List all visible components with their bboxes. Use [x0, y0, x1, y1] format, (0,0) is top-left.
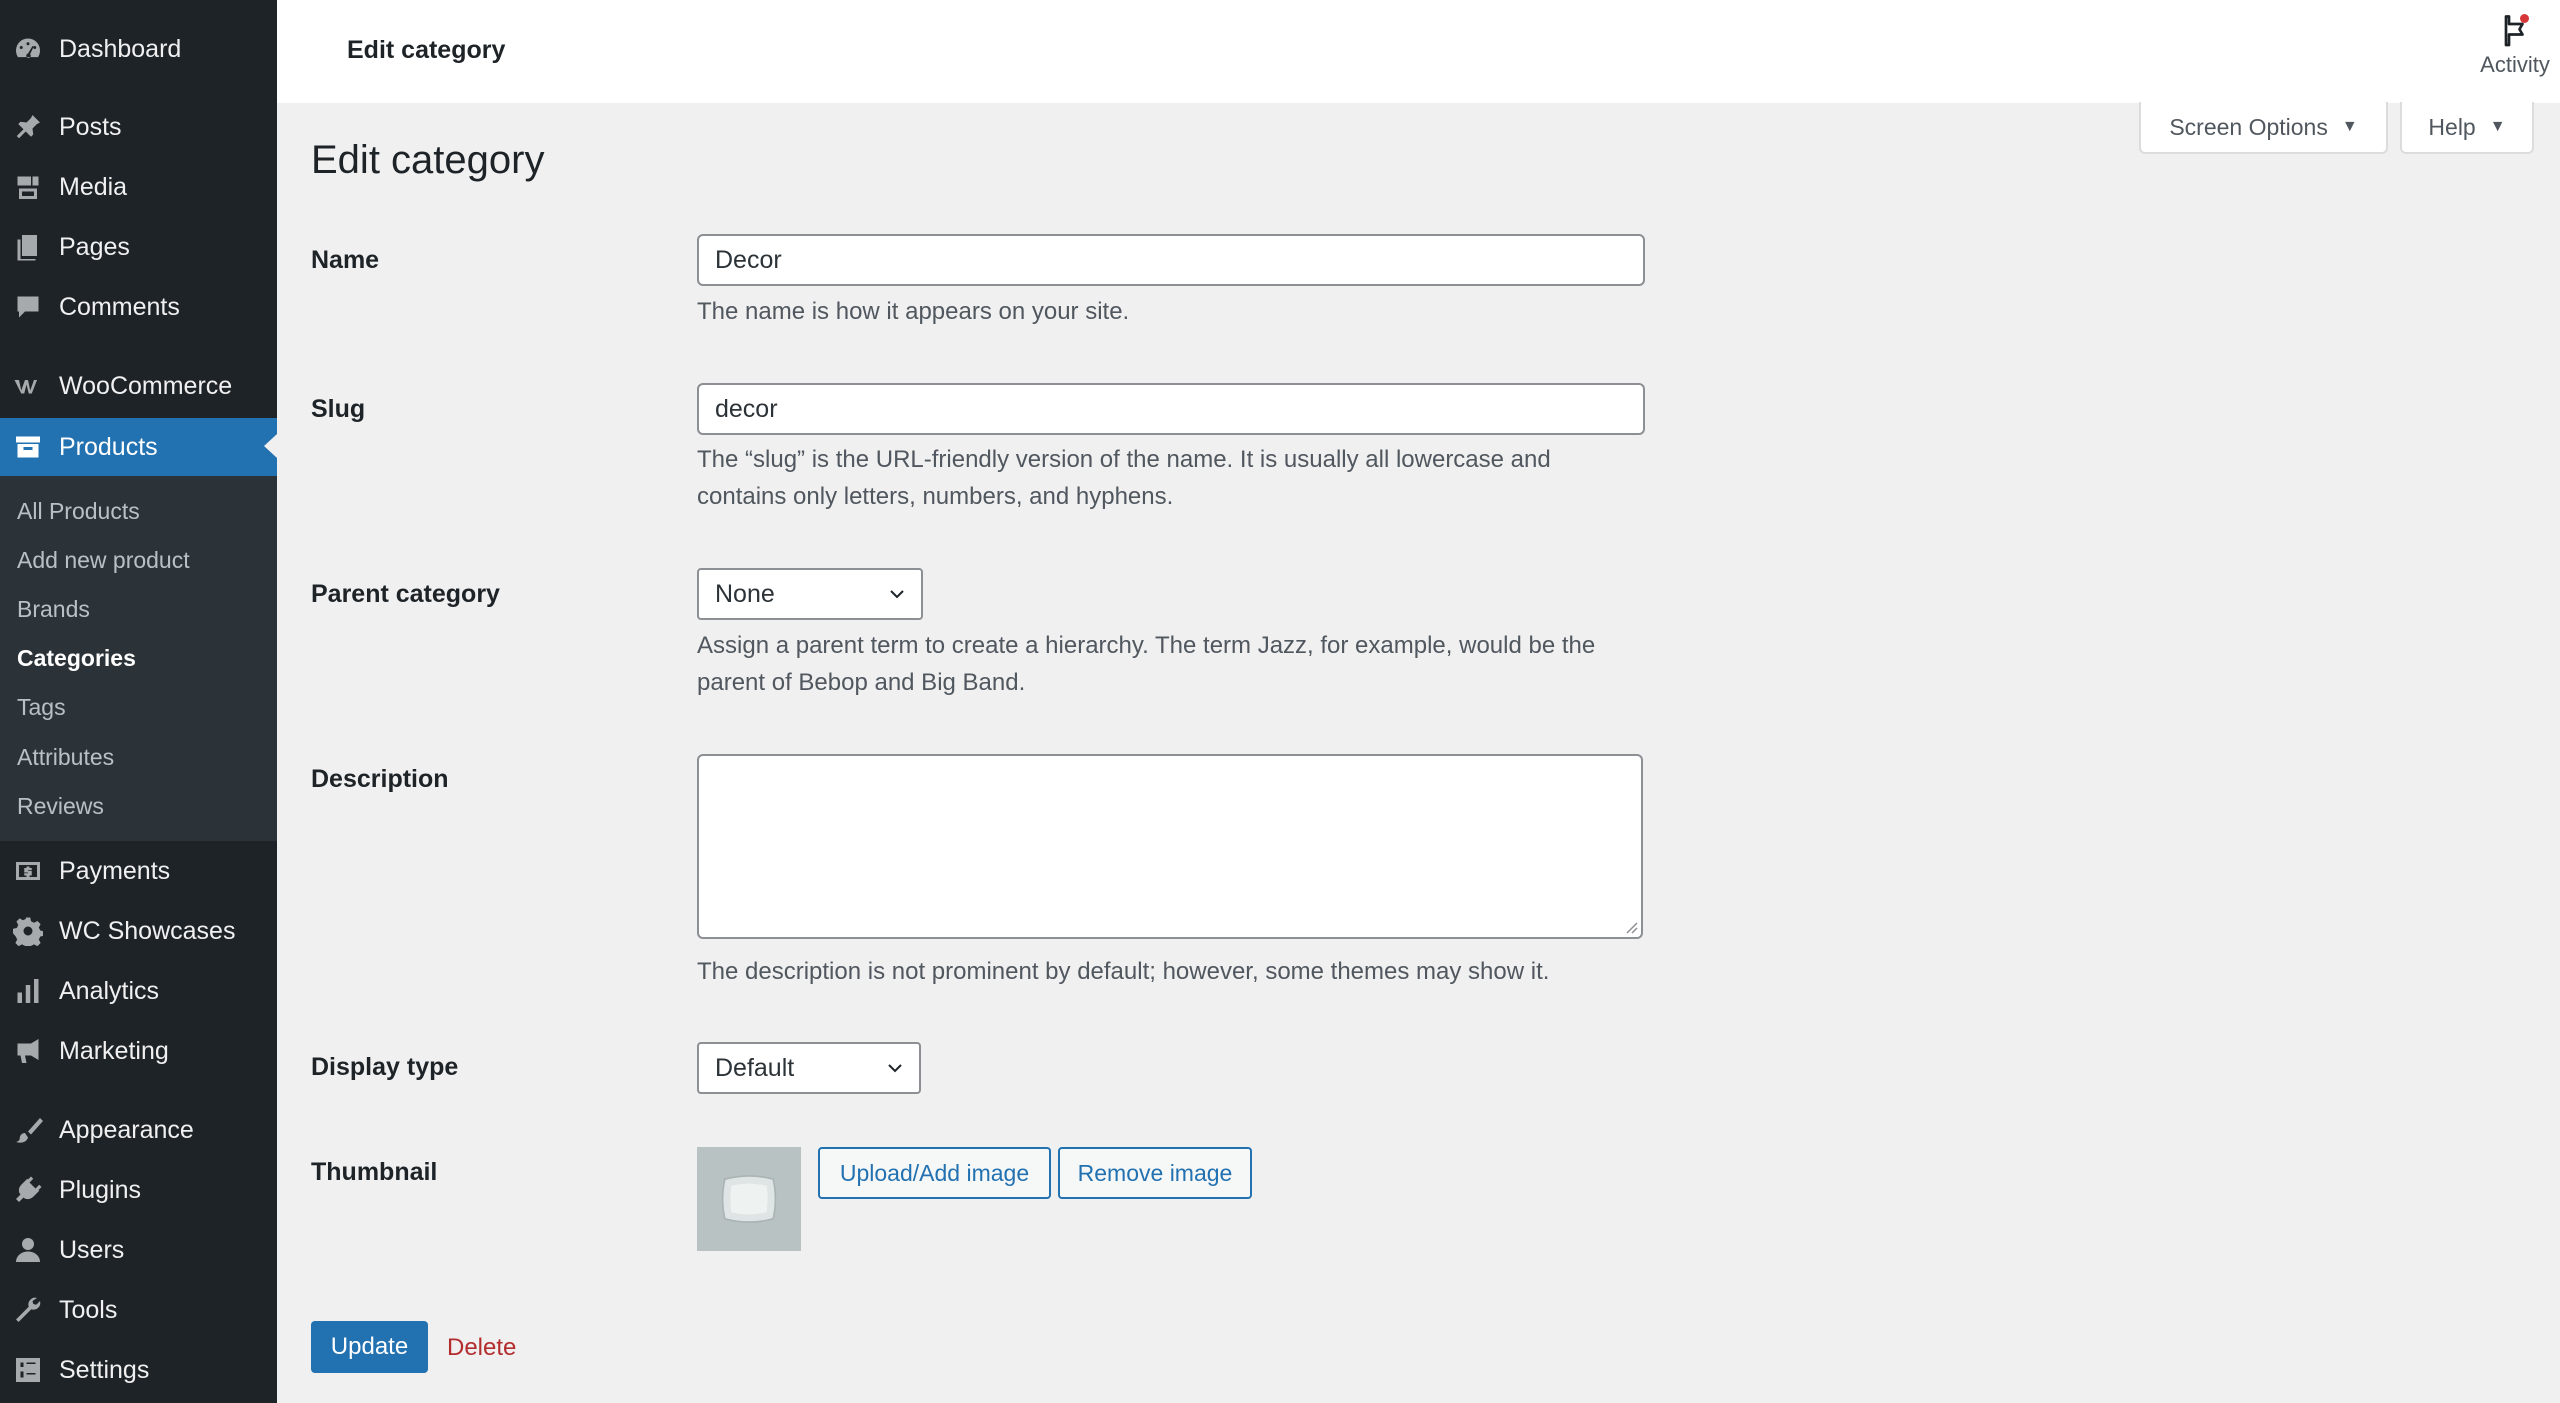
sidebar-item-analytics[interactable] [0, 963, 277, 1019]
plug-icon [12, 1174, 44, 1206]
sidebar-item-woocommerce[interactable] [0, 358, 277, 414]
sidebar-item-label: Media [59, 172, 128, 201]
parent-category-select[interactable] [697, 568, 923, 620]
sidebar-item-settings[interactable] [0, 1342, 277, 1398]
user-icon [12, 1234, 44, 1266]
name-description: The name is how it appears on your site. [697, 298, 1130, 325]
submenu-item-brands[interactable]: Brands [17, 596, 90, 622]
sidebar-item-label: Dashboard [59, 34, 182, 63]
display-type-label: Display type [311, 1053, 459, 1081]
sidebar-item-plugins[interactable] [0, 1162, 277, 1218]
parent-category-description: Assign a parent term to create a hierarchy. The term Jazz, for example, would be the parent of Bebop and Big Band. [697, 632, 1596, 696]
sidebar-item-label: Pages [59, 232, 130, 261]
submenu-item-tags[interactable]: Tags [17, 694, 66, 720]
help-button[interactable] [2400, 102, 2534, 154]
settings-icon [12, 1354, 44, 1386]
admin-sidebar [0, 0, 277, 1403]
slug-input[interactable] [697, 383, 1645, 435]
sidebar-item-appearance[interactable] [0, 1102, 277, 1158]
megaphone-icon [12, 1035, 44, 1067]
page-title: Edit category [311, 138, 545, 182]
slug-label: Slug [311, 395, 366, 423]
gear-icon [12, 915, 44, 947]
products-submenu [0, 476, 277, 841]
archive-icon [12, 431, 44, 463]
description-label: Description [311, 765, 449, 793]
wrench-icon [12, 1294, 44, 1326]
flag-icon [2497, 12, 2533, 48]
thumbnail-label: Thumbnail [311, 1158, 438, 1186]
display-type-value: Default [715, 1053, 795, 1082]
resize-grip-icon[interactable] [1624, 920, 1638, 934]
sidebar-item-comments[interactable] [0, 279, 277, 335]
sidebar-item-wc-showcases[interactable] [0, 903, 277, 959]
notification-dot [2520, 14, 2529, 23]
top-header-bar [277, 0, 2560, 103]
pin-icon [12, 111, 44, 143]
dashboard-icon [12, 33, 44, 65]
sidebar-item-label: Plugins [59, 1175, 141, 1204]
comment-icon [12, 291, 44, 323]
sidebar-item-label: Posts [59, 112, 122, 141]
submenu-item-attributes[interactable]: Attributes [17, 744, 115, 770]
sidebar-item-label: Analytics [59, 976, 160, 1005]
help-label: Help [2428, 113, 2476, 140]
caret-down-icon: ▼ [2341, 118, 2358, 135]
slug-description: The “slug” is the URL-friendly version of the name. It is usually all lowercase and contains only letters, numbers, and hyphens. [697, 446, 1551, 510]
description-textarea[interactable] [697, 754, 1643, 939]
submenu-item-reviews[interactable]: Reviews [17, 793, 104, 819]
upload-add-image-button[interactable]: Upload/Add image [818, 1147, 1051, 1199]
paintbrush-icon [12, 1114, 44, 1146]
payments-icon [12, 855, 44, 887]
sidebar-item-label: WooCommerce [59, 371, 233, 400]
sidebar-item-media[interactable] [0, 159, 277, 215]
screen-options-button[interactable] [2139, 102, 2388, 154]
sidebar-item-posts[interactable] [0, 99, 277, 155]
sidebar-item-label: Settings [59, 1355, 150, 1384]
sidebar-item-tools[interactable] [0, 1282, 277, 1338]
header-title: Edit category [347, 36, 506, 64]
name-label: Name [311, 246, 380, 274]
bar-chart-icon [12, 975, 44, 1007]
woocommerce-icon [12, 370, 44, 402]
chevron-down-icon [887, 584, 907, 604]
sidebar-item-label: Payments [59, 856, 171, 885]
caret-down-icon: ▼ [2489, 118, 2506, 135]
sidebar-item-products[interactable] [0, 418, 277, 476]
sidebar-item-label: Products [59, 432, 158, 461]
remove-image-button[interactable]: Remove image [1058, 1147, 1252, 1199]
media-icon [12, 171, 44, 203]
screen-options-label: Screen Options [2169, 113, 2328, 140]
sidebar-item-label: Appearance [59, 1115, 194, 1144]
sidebar-item-marketing[interactable] [0, 1023, 277, 1079]
sidebar-item-label: Marketing [59, 1036, 169, 1065]
name-input[interactable] [697, 234, 1645, 286]
cushion-icon [716, 1166, 782, 1232]
sidebar-item-label: Users [59, 1235, 125, 1264]
activity-label: Activity [2480, 52, 2550, 77]
parent-category-label: Parent category [311, 580, 500, 608]
pages-icon [12, 231, 44, 263]
parent-category-value: None [715, 579, 775, 608]
chevron-down-icon [885, 1058, 905, 1078]
sidebar-item-label: WC Showcases [59, 916, 236, 945]
thumbnail-image [697, 1147, 801, 1251]
sidebar-item-dashboard[interactable] [0, 21, 277, 77]
activity-button[interactable] [2470, 12, 2560, 78]
delete-link[interactable]: Delete [447, 1334, 517, 1361]
sidebar-item-pages[interactable] [0, 219, 277, 275]
sidebar-item-label: Comments [59, 292, 180, 321]
sidebar-item-label: Tools [59, 1295, 118, 1324]
update-button[interactable]: Update [311, 1321, 428, 1373]
submenu-item-add-new-product[interactable]: Add new product [17, 547, 190, 573]
submenu-item-all-products[interactable]: All Products [17, 498, 140, 524]
sidebar-item-payments[interactable] [0, 843, 277, 899]
description-help: The description is not prominent by default; however, some themes may show it. [697, 958, 1550, 985]
sidebar-item-users[interactable] [0, 1222, 277, 1278]
display-type-select[interactable] [697, 1042, 921, 1094]
submenu-item-categories[interactable]: Categories [17, 645, 136, 671]
